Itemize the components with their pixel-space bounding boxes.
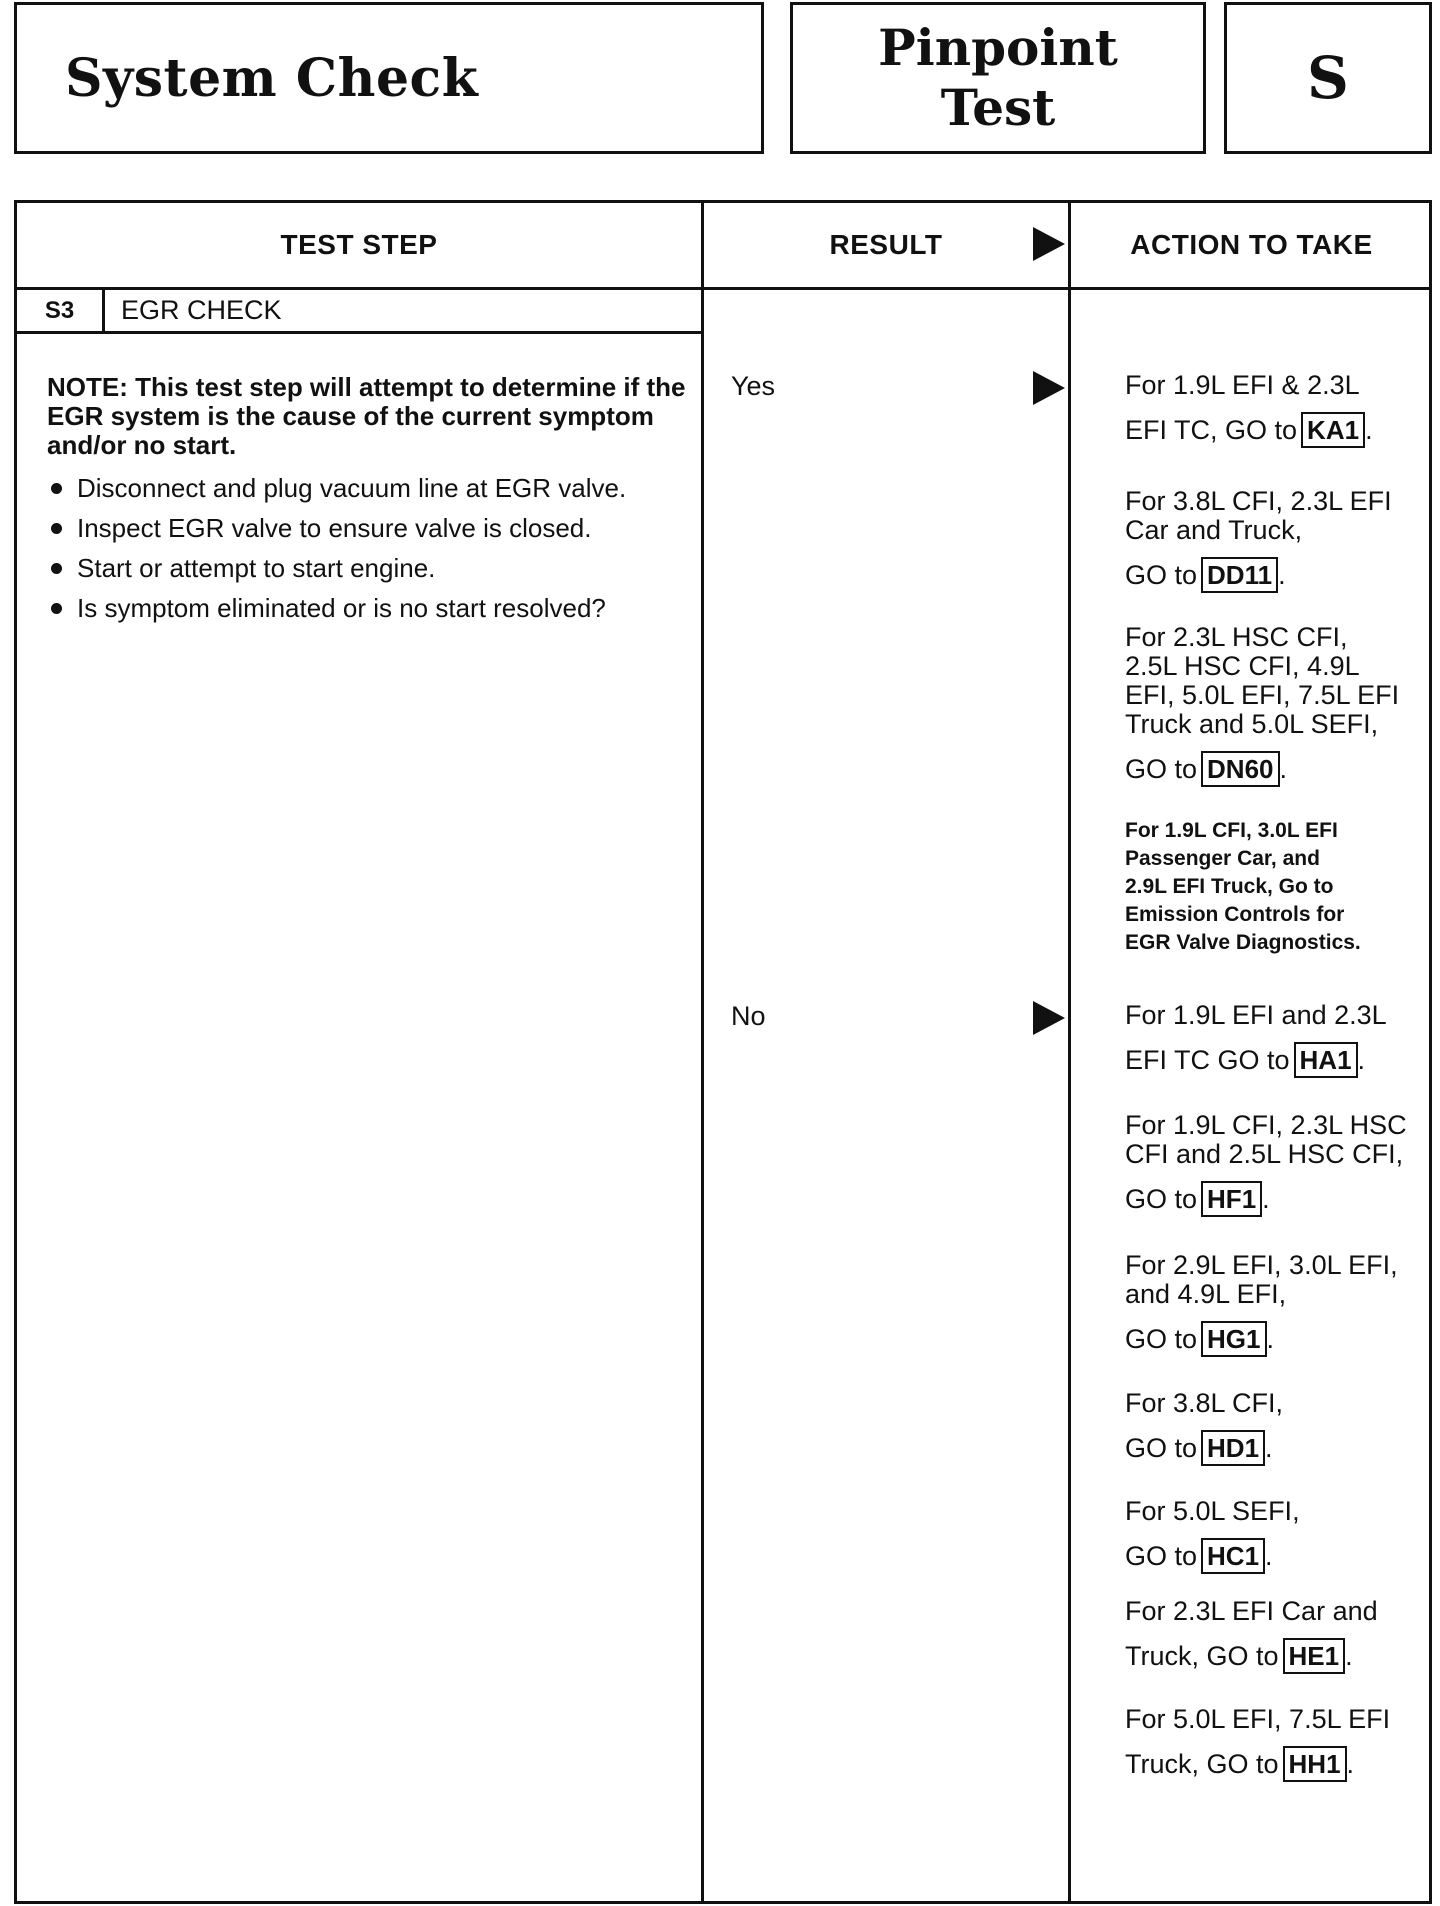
test-letter-box	[1224, 2, 1432, 154]
result-no: No	[731, 1001, 766, 1031]
action-text: .	[1262, 1184, 1270, 1214]
action-yes-1	[1125, 371, 1425, 448]
pinpoint-test-title	[878, 18, 1118, 138]
action-text: .	[1265, 1433, 1273, 1463]
action-yes-2	[1125, 487, 1425, 593]
action-no-2	[1125, 1111, 1425, 1217]
action-text: Car and Truck,	[1125, 515, 1303, 545]
action-no-4	[1125, 1389, 1425, 1466]
goto-code-hc1[interactable]: HC1	[1201, 1538, 1265, 1574]
action-no-6	[1125, 1597, 1425, 1674]
action-no-5	[1125, 1497, 1425, 1574]
action-text: For 1.9L CFI, 3.0L EFI	[1125, 819, 1338, 842]
action-text: GO to	[1125, 1541, 1198, 1571]
action-text: CFI and 2.5L HSC CFI,	[1125, 1139, 1404, 1169]
goto-code-hh1[interactable]: HH1	[1283, 1746, 1347, 1782]
goto-code-ka1[interactable]: KA1	[1301, 412, 1365, 448]
pinpoint-test-box	[790, 2, 1206, 154]
instruction-item: Disconnect and plug vacuum line at EGR valve.	[47, 468, 697, 508]
action-text: For 1.9L EFI and 2.3L	[1125, 1000, 1387, 1030]
action-text: Emission Controls for	[1125, 903, 1345, 926]
action-no-1	[1125, 1001, 1425, 1078]
action-text: Truck, GO to	[1125, 1641, 1279, 1671]
instruction-item: Is symptom eliminated or is no start resolved?	[47, 588, 697, 628]
action-text: .	[1278, 560, 1286, 590]
action-yes-4	[1125, 817, 1425, 957]
action-text: For 1.9L CFI, 2.3L HSC	[1125, 1110, 1407, 1140]
action-text: For 1.9L EFI & 2.3L	[1125, 370, 1360, 400]
action-text: EGR Valve Diagnostics.	[1125, 931, 1361, 954]
action-text: EFI, 5.0L EFI, 7.5L EFI	[1125, 680, 1400, 710]
action-text: For 3.8L CFI,	[1125, 1388, 1284, 1418]
arrow-right-icon	[1033, 1001, 1065, 1035]
action-text: For 3.8L CFI, 2.3L EFI	[1125, 486, 1392, 516]
action-text: For 2.3L EFI Car and	[1125, 1596, 1378, 1626]
result-header	[704, 203, 1068, 287]
system-check-title: System Check	[65, 47, 479, 109]
test-letter: S	[1307, 44, 1349, 112]
arrow-right-icon	[1033, 227, 1065, 261]
goto-code-hg1[interactable]: HG1	[1201, 1321, 1266, 1357]
goto-code-hd1[interactable]: HD1	[1201, 1430, 1265, 1466]
result-yes: Yes	[731, 371, 776, 401]
action-yes-3	[1125, 623, 1425, 787]
action-text: Passenger Car, and	[1125, 847, 1320, 870]
instruction-item: Inspect EGR valve to ensure valve is closed.	[47, 508, 697, 548]
action-text: 2.9L EFI Truck, Go to	[1125, 875, 1334, 898]
action-text: EFI TC, GO to	[1125, 415, 1298, 445]
action-text: GO to	[1125, 1324, 1198, 1354]
action-text: .	[1266, 1324, 1275, 1354]
action-text: and 4.9L EFI,	[1125, 1279, 1287, 1309]
action-text: For 2.9L EFI, 3.0L EFI,	[1125, 1250, 1398, 1280]
step-instructions	[47, 468, 697, 628]
column-divider	[701, 203, 704, 1901]
action-text: .	[1265, 1541, 1273, 1571]
system-check-box	[14, 2, 764, 154]
step-title-bar	[17, 290, 701, 334]
action-header: ACTION TO TAKE	[1130, 229, 1373, 260]
goto-code-hf1[interactable]: HF1	[1201, 1181, 1262, 1217]
step-note: NOTE: This test step will attempt to determine if the EGR system is the cause of the current symptom and/or no start.	[47, 372, 686, 460]
test-step-header: TEST STEP	[280, 229, 438, 260]
action-text: Truck, GO to	[1125, 1749, 1279, 1779]
action-text: .	[1279, 754, 1288, 784]
arrow-right-icon	[1033, 371, 1065, 405]
instruction-item: Start or attempt to start engine.	[47, 548, 697, 588]
action-text: For 2.3L HSC CFI,	[1125, 622, 1348, 652]
goto-code-dn60[interactable]: DN60	[1201, 751, 1279, 787]
action-text: GO to	[1125, 754, 1198, 784]
action-text: GO to	[1125, 560, 1198, 590]
step-name: EGR CHECK	[121, 295, 282, 325]
action-text: .	[1365, 415, 1373, 445]
action-text: For 5.0L EFI, 7.5L EFI	[1125, 1704, 1391, 1734]
goto-code-ha1[interactable]: HA1	[1294, 1042, 1358, 1078]
action-text: EFI TC GO to	[1125, 1045, 1290, 1075]
goto-code-he1[interactable]: HE1	[1283, 1638, 1346, 1674]
step-id: S3	[17, 290, 105, 331]
action-text: .	[1346, 1749, 1355, 1779]
pinpoint-line-1: Pinpoint	[878, 18, 1118, 77]
action-text: Truck and 5.0L SEFI,	[1125, 709, 1379, 739]
action-text: .	[1357, 1045, 1366, 1075]
goto-code-dd11[interactable]: DD11	[1201, 557, 1278, 593]
pinpoint-line-2: Test	[940, 78, 1056, 137]
action-text: For 5.0L SEFI,	[1125, 1496, 1300, 1526]
action-text: .	[1345, 1641, 1353, 1671]
action-text: 2.5L HSC CFI, 4.9L	[1125, 651, 1360, 681]
action-text: GO to	[1125, 1184, 1198, 1214]
column-divider	[1068, 203, 1071, 1901]
action-no-7	[1125, 1705, 1425, 1782]
action-text: GO to	[1125, 1433, 1198, 1463]
result-header-label: RESULT	[829, 229, 943, 260]
pinpoint-table	[14, 200, 1432, 1904]
action-no-3	[1125, 1251, 1425, 1357]
